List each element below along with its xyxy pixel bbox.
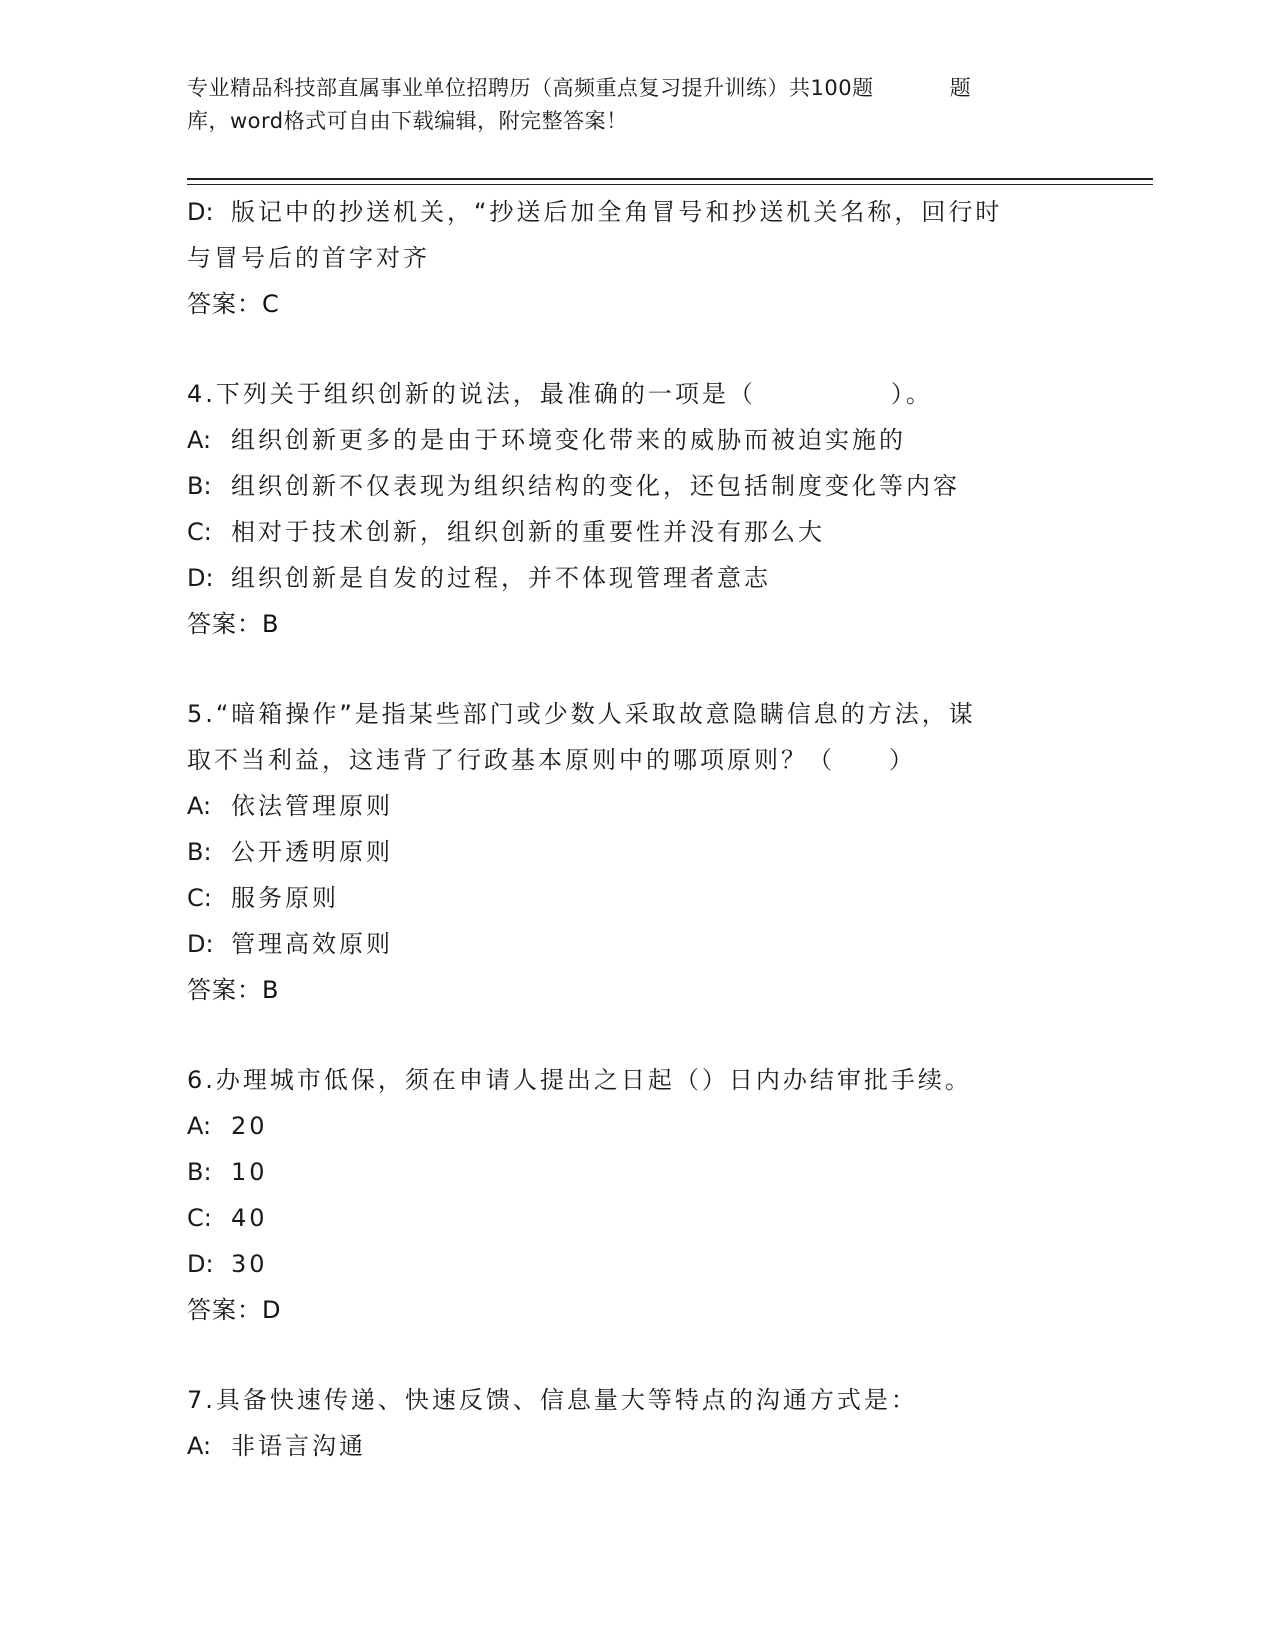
- answer-line: 答案：B: [187, 976, 280, 1004]
- question-content: [187, 189, 1137, 1469]
- option-letter: B:: [187, 472, 212, 500]
- header-divider-thin: [187, 184, 1153, 185]
- option-d: [187, 1241, 1137, 1287]
- header-title-text: 专业精品科技部直属事业单位招聘历（高频重点复习提升训练）共100题: [187, 76, 874, 100]
- option-d: [187, 921, 1137, 967]
- option-letter: C:: [187, 518, 212, 546]
- answer-line: 答案：B: [187, 610, 280, 638]
- header-title-tail: 题: [949, 76, 972, 100]
- question-block: [187, 1057, 1137, 1333]
- option-letter: A:: [187, 426, 212, 454]
- option-letter: D:: [187, 198, 214, 226]
- option-letter: A:: [187, 1432, 212, 1460]
- option-letter: A:: [187, 792, 212, 820]
- option-d: [187, 555, 1137, 601]
- document-header: [187, 72, 1087, 138]
- question-block: [187, 371, 1137, 647]
- option-a: [187, 1103, 1137, 1149]
- header-line-1: [187, 72, 1087, 105]
- answer-line: 答案：C: [187, 290, 280, 318]
- option-b: [187, 463, 1137, 509]
- option-text: 版记中的抄送机关，“抄送后加全角冒号和抄送机关名称，回行时: [231, 198, 1003, 226]
- option-a: [187, 1423, 1137, 1469]
- option-text: 组织创新更多的是由于环境变化带来的威胁而被迫实施的: [231, 426, 906, 454]
- question-stem: 7.具备快速传递、快速反馈、信息量大等特点的沟通方式是：: [187, 1386, 918, 1414]
- question-block: [187, 691, 1137, 1013]
- question-stem: 5.“暗箱操作”是指某些部门或少数人采取故意隐瞒信息的方法，谋: [187, 700, 976, 728]
- option-text: 30: [231, 1250, 268, 1278]
- option-letter: C:: [187, 884, 212, 912]
- option-text: 非语言沟通: [231, 1432, 366, 1460]
- option-b: [187, 1149, 1137, 1195]
- option-c: [187, 875, 1137, 921]
- option-text: 管理高效原则: [231, 930, 393, 958]
- option-a: [187, 417, 1137, 463]
- option-letter: B:: [187, 838, 212, 866]
- option-text: 40: [231, 1204, 268, 1232]
- option-c: [187, 1195, 1137, 1241]
- option-letter: A:: [187, 1112, 212, 1140]
- option-a: [187, 783, 1137, 829]
- option-text: 服务原则: [231, 884, 339, 912]
- option-text: 依法管理原则: [231, 792, 393, 820]
- option-text: 相对于技术创新，组织创新的重要性并没有那么大: [231, 518, 825, 546]
- option-text: 公开透明原则: [231, 838, 393, 866]
- option-text: 20: [231, 1112, 268, 1140]
- option-text: 组织创新是自发的过程，并不体现管理者意志: [231, 564, 771, 592]
- question-stem: 4.下列关于组织创新的说法，最准确的一项是（ ）。: [187, 380, 933, 408]
- option-d: [187, 189, 1137, 235]
- option-letter: B:: [187, 1158, 212, 1186]
- carryover-block: [187, 189, 1137, 327]
- answer-line: 答案：D: [187, 1296, 282, 1324]
- option-letter: D:: [187, 564, 214, 592]
- header-line-2: 库，word格式可自由下载编辑，附完整答案！: [187, 109, 628, 133]
- question-stem: 取不当利益，这违背了行政基本原则中的哪项原则？（ ）: [187, 746, 916, 774]
- question-stem: 6.办理城市低保，须在申请人提出之日起（）日内办结审批手续。: [187, 1066, 972, 1094]
- option-b: [187, 829, 1137, 875]
- option-letter: D:: [187, 930, 214, 958]
- option-c: [187, 509, 1137, 555]
- option-letter: D:: [187, 1250, 214, 1278]
- option-letter: C:: [187, 1204, 212, 1232]
- header-divider-thick: [187, 178, 1153, 180]
- question-block: [187, 1377, 1137, 1469]
- option-text-continuation: 与冒号后的首字对齐: [187, 244, 430, 272]
- option-text: 10: [231, 1158, 268, 1186]
- option-text: 组织创新不仅表现为组织结构的变化，还包括制度变化等内容: [231, 472, 960, 500]
- question-list: [187, 371, 1137, 1469]
